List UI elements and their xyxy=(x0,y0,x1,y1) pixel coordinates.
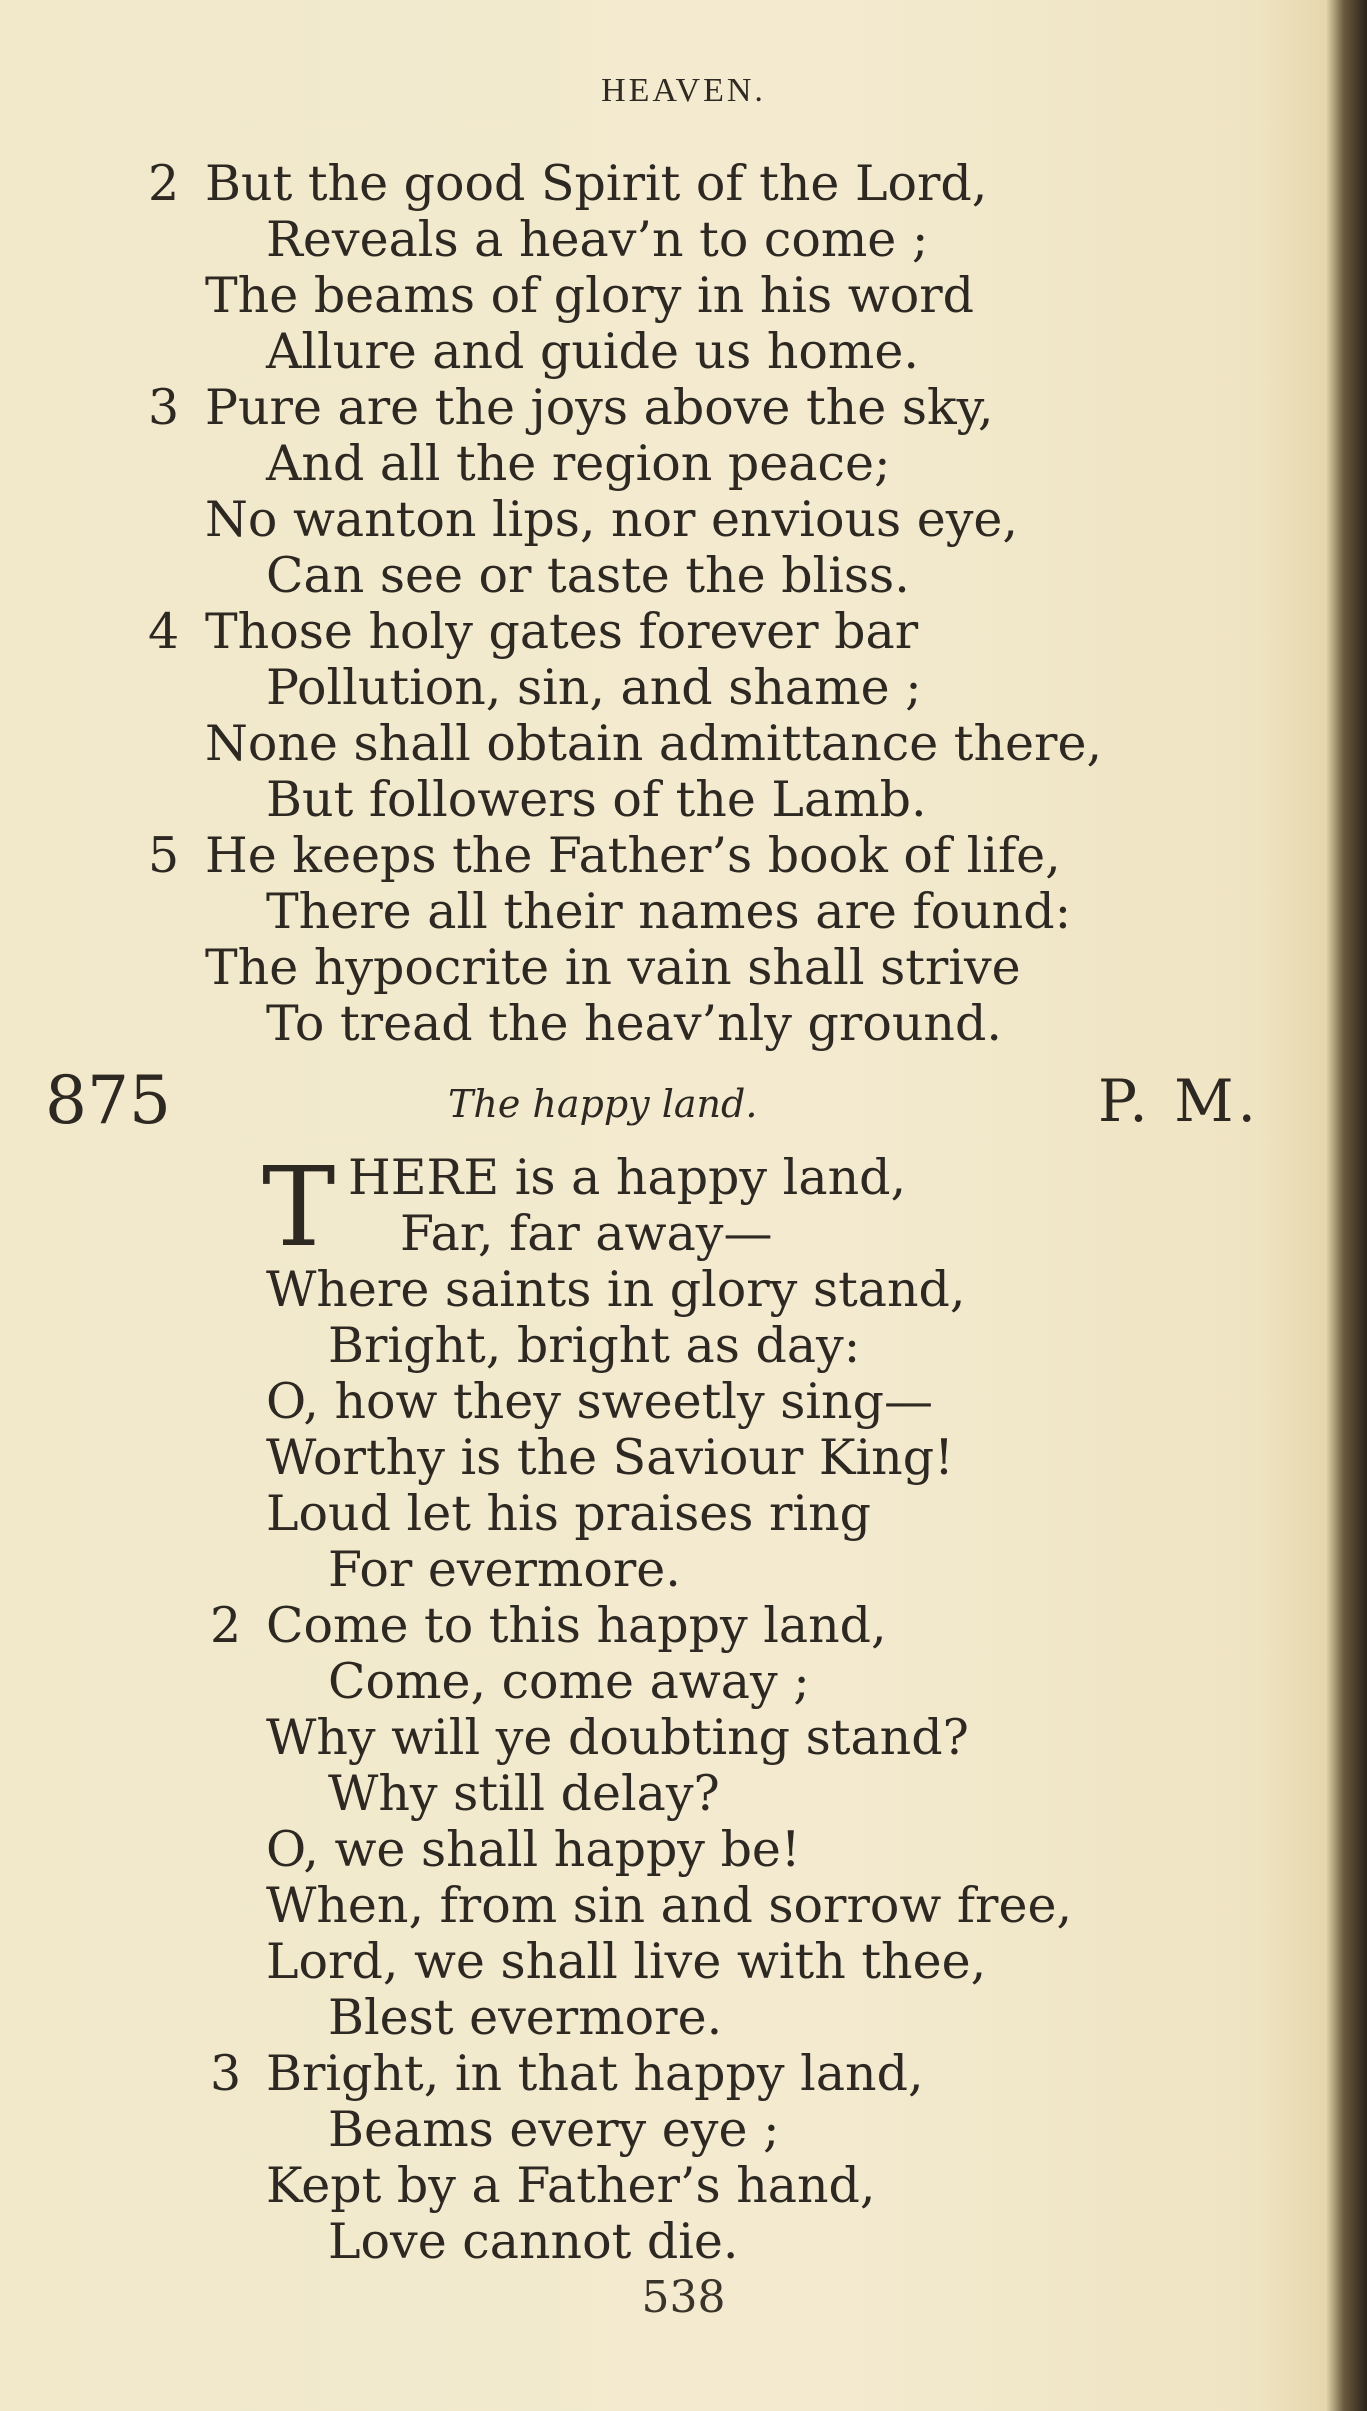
verse-line: And all the region peace; xyxy=(266,435,891,492)
verse-number: 3 xyxy=(210,2045,242,2102)
hymn-meter: P. M. xyxy=(1098,1067,1260,1135)
verse-line: Loud let his praises ring xyxy=(266,1485,871,1542)
verse-line: Pure are the joys above the sky, xyxy=(205,379,994,436)
verse-line: Kept by a Father’s hand, xyxy=(266,2157,876,2214)
verse-line: Beams every eye ; xyxy=(328,2101,780,2158)
verse-line: Bright, bright as day: xyxy=(328,1317,861,1374)
page-number: 538 xyxy=(641,2272,726,2323)
verse-line: The hypocrite in vain shall strive xyxy=(205,939,1021,996)
verse-line: Reveals a heav’n to come ; xyxy=(266,211,929,268)
verse-line: When, from sin and sorrow free, xyxy=(266,1877,1073,1934)
verse-line: Where saints in glory stand, xyxy=(266,1261,966,1318)
verse-line: To tread the heav’nly ground. xyxy=(266,995,1002,1052)
verse-line: Allure and guide us home. xyxy=(266,323,919,380)
verse-number: 5 xyxy=(148,827,180,884)
verse-line: For evermore. xyxy=(328,1541,681,1598)
verse-line: Worthy is the Saviour King! xyxy=(266,1429,954,1486)
hymn-title: The happy land. xyxy=(448,1082,758,1126)
hymn-number: 875 xyxy=(45,1062,171,1139)
verse-line: Blest evermore. xyxy=(328,1989,723,2046)
verse-line: Why will ye doubting stand? xyxy=(266,1709,969,1766)
verse-line: There all their names are found: xyxy=(266,883,1072,940)
verse-line: Why still delay? xyxy=(328,1765,720,1822)
verse-line: The beams of glory in his word xyxy=(205,267,974,324)
verse-number: 3 xyxy=(148,379,180,436)
verse-line: But the good Spirit of the Lord, xyxy=(205,155,988,212)
verse-line: He keeps the Father’s book of life, xyxy=(205,827,1061,884)
verse-number: 4 xyxy=(148,603,180,660)
verse-number: 2 xyxy=(148,155,180,212)
verse-line: No wanton lips, nor envious eye, xyxy=(205,491,1018,548)
verse-line: Come to this happy land, xyxy=(266,1597,887,1654)
verse-line: None shall obtain admittance there, xyxy=(205,715,1103,772)
drop-cap: T xyxy=(262,1143,336,1271)
verse-line: Bright, in that happy land, xyxy=(266,2045,924,2102)
verse-number: 2 xyxy=(210,1597,242,1654)
verse-line: HERE is a happy land, xyxy=(348,1149,907,1206)
running-header: HEAVEN. xyxy=(601,72,766,109)
verse-line: Pollution, sin, and shame ; xyxy=(266,659,922,716)
verse-line: Those holy gates forever bar xyxy=(205,603,919,660)
verse-line: But followers of the Lamb. xyxy=(266,771,927,828)
verse-line: Love cannot die. xyxy=(328,2213,739,2270)
verse-line: Can see or taste the bliss. xyxy=(266,547,910,604)
verse-line: Lord, we shall live with thee, xyxy=(266,1933,987,1990)
verse-line: O, we shall happy be! xyxy=(266,1821,801,1878)
verse-line: Come, come away ; xyxy=(328,1653,810,1710)
verse-line: O, how they sweetly sing— xyxy=(266,1373,933,1430)
verse-line: Far, far away— xyxy=(400,1205,773,1262)
